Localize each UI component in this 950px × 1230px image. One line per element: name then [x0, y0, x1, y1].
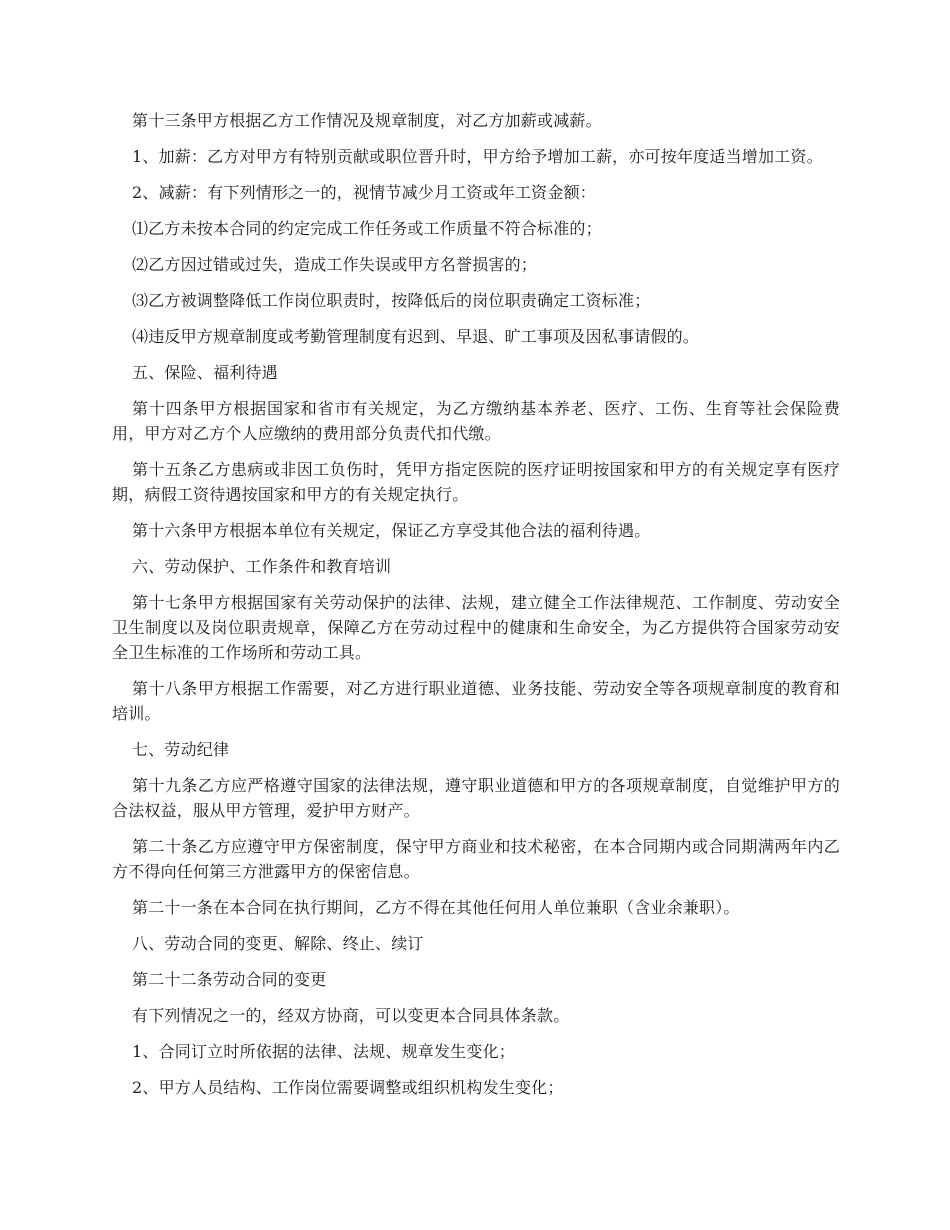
- section-6-heading: 六、劳动保护、工作条件和教育培训: [132, 557, 392, 576]
- article-19-paragraph: 第十九条乙方应严格遵守国家的法律法规，遵守职业道德和甲方的各项规章制度，自觉维护甲方的合法权益，服从甲方管理，爱护甲方财产。: [112, 776, 840, 820]
- article-14-paragraph: 第十四条甲方根据国家和省市有关规定，为乙方缴纳基本养老、医疗、工伤、生育等社会保险费用，甲方对乙方个人应缴纳的费用部分负责代扣代缴。: [112, 399, 840, 443]
- article-21-paragraph: 第二十一条在本合同在执行期间，乙方不得在其他任何用人单位兼职（含业余兼职）。: [132, 898, 740, 917]
- decrease-item-2: ⑵乙方因过错或过失，造成工作失误或甲方名誉损害的；: [132, 255, 538, 274]
- section-7-heading: 七、劳动纪律: [132, 740, 230, 759]
- decrease-item-1: ⑴乙方未按本合同的约定完成工作任务或工作质量不符合标准的；: [132, 219, 602, 238]
- article-15-paragraph: 第十五条乙方患病或非因工负伤时，凭甲方指定医院的医疗证明按国家和甲方的有关规定享有医疗期，病假工资待遇按国家和甲方的有关规定执行。: [112, 460, 840, 504]
- change-condition-1: 1、合同订立时所依据的法律、法规、规章发生变化；: [132, 1042, 515, 1061]
- change-condition-2: 2、甲方人员结构、工作岗位需要调整或组织机构发生变化；: [132, 1078, 564, 1097]
- article-22-heading: 第二十二条劳动合同的变更: [132, 970, 327, 989]
- change-conditions-paragraph: 有下列情况之一的，经双方协商，可以变更本合同具体条款。: [132, 1006, 570, 1025]
- section-8-heading: 八、劳动合同的变更、解除、终止、续订: [132, 934, 424, 953]
- article-20-paragraph: 第二十条乙方应遵守甲方保密制度，保守甲方商业和技术秘密，在本合同期内或合同期满两年内乙方不得向任何第三方泄露甲方的保密信息。: [112, 837, 840, 881]
- article-13-paragraph: 第十三条甲方根据乙方工作情况及规章制度，对乙方加薪或减薪。: [132, 111, 602, 130]
- article-18-paragraph: 第十八条甲方根据工作需要，对乙方进行职业道德、业务技能、劳动安全等各项规章制度的教育和培训。: [112, 679, 840, 723]
- article-16-paragraph: 第十六条甲方根据本单位有关规定，保证乙方享受其他合法的福利待遇。: [132, 521, 651, 540]
- decrease-item-4: ⑷违反甲方规章制度或考勤管理制度有迟到、早退、旷工事项及因私事请假的。: [132, 327, 700, 346]
- section-5-heading: 五、保险、福利待遇: [132, 363, 278, 382]
- salary-increase-paragraph: 1、加薪：乙方对甲方有特别贡献或职位晋升时，甲方给予增加工薪，亦可按年度适当增加工资。: [132, 147, 823, 166]
- article-17-paragraph: 第十七条甲方根据国家有关劳动保护的法律、法规，建立健全工作法律规范、工作制度、劳动安全卫生制度以及岗位职责规章，保障乙方在劳动过程中的健康和生命安全，为乙方提供符合国家劳动安全卫生标准的工作场所和劳动工具。: [112, 593, 840, 662]
- decrease-item-3: ⑶乙方被调整降低工作岗位职责时，按降低后的岗位职责确定工资标准；: [132, 291, 651, 310]
- salary-decrease-paragraph: 2、减薪：有下列情形之一的，视情节减少月工资或年工资金额：: [132, 183, 596, 202]
- document-body: [112, 108, 840, 1111]
